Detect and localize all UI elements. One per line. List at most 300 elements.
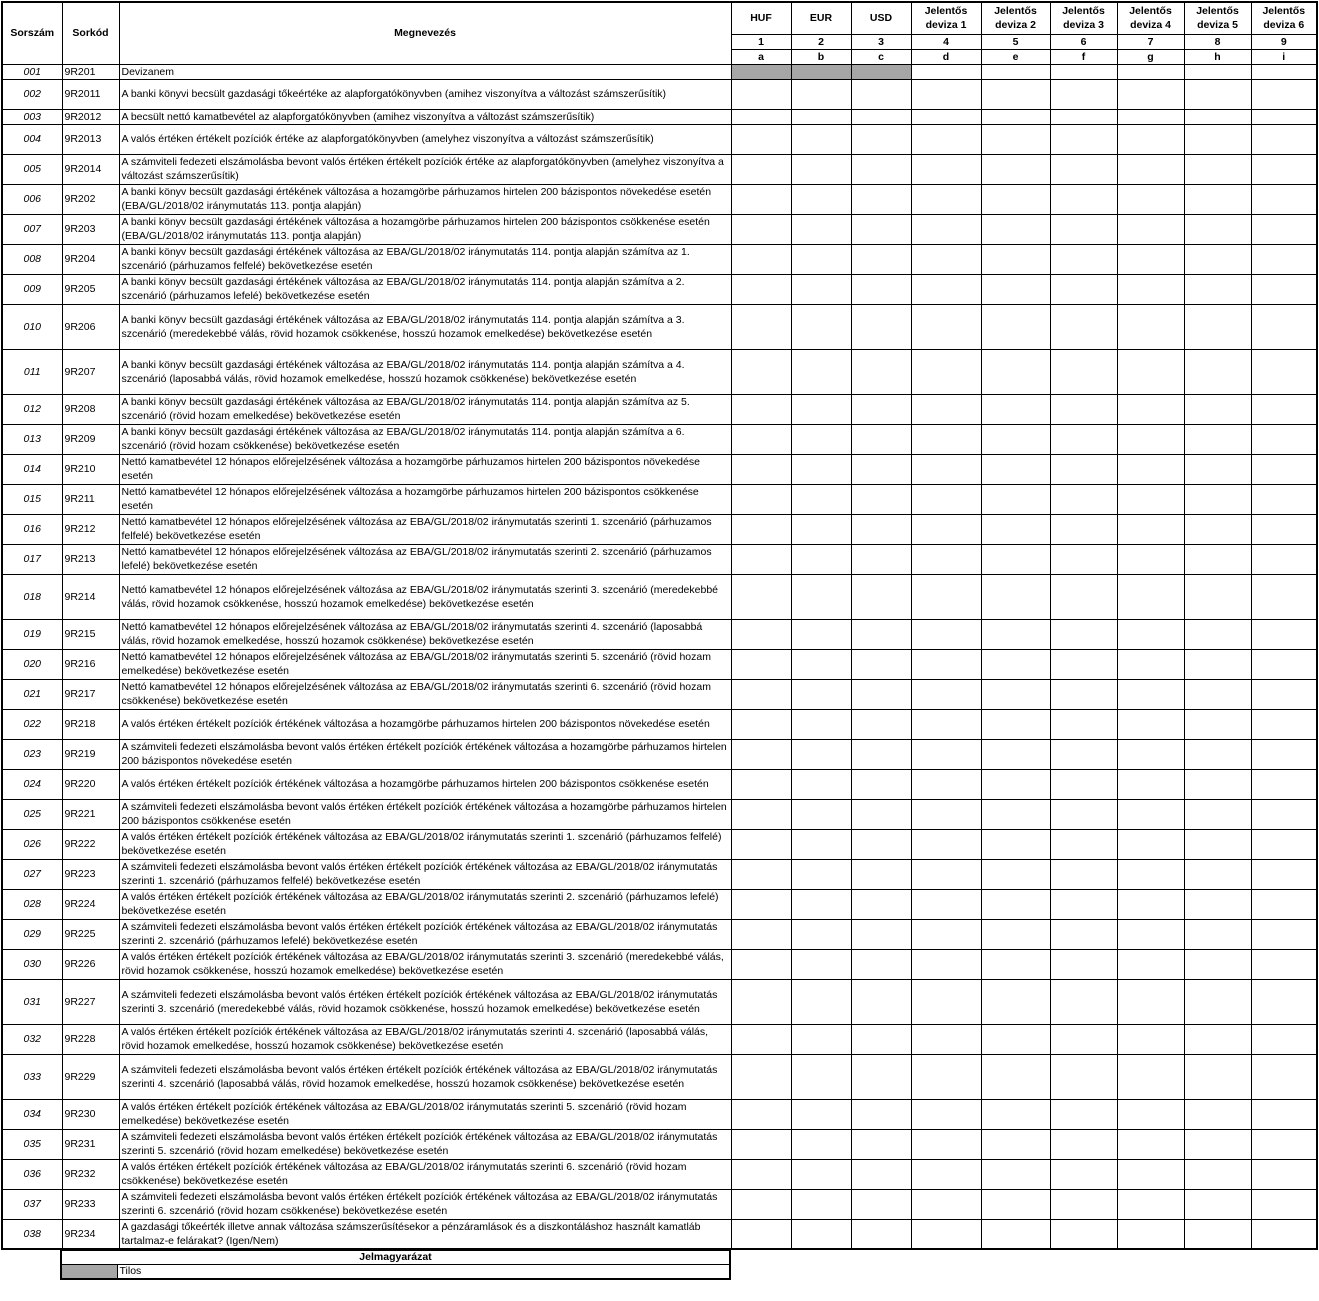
data-cell[interactable] bbox=[1184, 1129, 1251, 1159]
data-cell[interactable] bbox=[911, 274, 981, 304]
data-cell[interactable] bbox=[1117, 619, 1184, 649]
data-cell[interactable] bbox=[1117, 1099, 1184, 1129]
data-cell[interactable] bbox=[851, 889, 911, 919]
data-cell[interactable] bbox=[1251, 919, 1317, 949]
data-cell[interactable] bbox=[1117, 79, 1184, 109]
data-cell[interactable] bbox=[1184, 1099, 1251, 1129]
data-cell[interactable] bbox=[981, 889, 1050, 919]
data-cell[interactable] bbox=[911, 619, 981, 649]
data-cell[interactable] bbox=[791, 1189, 851, 1219]
data-cell[interactable] bbox=[1184, 739, 1251, 769]
data-cell[interactable] bbox=[791, 1219, 851, 1249]
data-cell[interactable] bbox=[1251, 349, 1317, 394]
data-cell[interactable] bbox=[1251, 424, 1317, 454]
data-cell[interactable] bbox=[851, 514, 911, 544]
data-cell[interactable] bbox=[731, 649, 791, 679]
data-cell[interactable] bbox=[1050, 1054, 1117, 1099]
data-cell[interactable] bbox=[731, 679, 791, 709]
data-cell[interactable] bbox=[1251, 829, 1317, 859]
data-cell[interactable] bbox=[1184, 244, 1251, 274]
data-cell[interactable] bbox=[731, 574, 791, 619]
data-cell[interactable] bbox=[981, 79, 1050, 109]
data-cell[interactable] bbox=[731, 214, 791, 244]
data-cell[interactable] bbox=[911, 1054, 981, 1099]
data-cell[interactable] bbox=[791, 769, 851, 799]
data-cell[interactable] bbox=[981, 274, 1050, 304]
data-cell[interactable] bbox=[1184, 769, 1251, 799]
data-cell[interactable] bbox=[981, 859, 1050, 889]
data-cell[interactable] bbox=[1117, 919, 1184, 949]
data-cell[interactable] bbox=[911, 124, 981, 154]
data-cell[interactable] bbox=[731, 1159, 791, 1189]
data-cell[interactable] bbox=[731, 889, 791, 919]
data-cell[interactable] bbox=[851, 274, 911, 304]
data-cell[interactable] bbox=[791, 304, 851, 349]
data-cell[interactable] bbox=[851, 1219, 911, 1249]
data-cell[interactable] bbox=[791, 544, 851, 574]
data-cell[interactable] bbox=[1050, 1024, 1117, 1054]
data-cell[interactable] bbox=[1117, 424, 1184, 454]
data-cell[interactable] bbox=[851, 769, 911, 799]
data-cell[interactable] bbox=[911, 394, 981, 424]
data-cell[interactable] bbox=[1184, 214, 1251, 244]
data-cell[interactable] bbox=[791, 1099, 851, 1129]
data-cell[interactable] bbox=[791, 1159, 851, 1189]
data-cell[interactable] bbox=[1117, 394, 1184, 424]
data-cell[interactable] bbox=[1050, 154, 1117, 184]
data-cell[interactable] bbox=[911, 304, 981, 349]
data-cell[interactable] bbox=[981, 739, 1050, 769]
data-cell[interactable] bbox=[731, 949, 791, 979]
data-cell[interactable] bbox=[1251, 859, 1317, 889]
data-cell[interactable] bbox=[981, 1189, 1050, 1219]
data-cell[interactable] bbox=[1050, 544, 1117, 574]
data-cell[interactable] bbox=[911, 154, 981, 184]
data-cell[interactable] bbox=[1184, 799, 1251, 829]
data-cell[interactable] bbox=[1184, 79, 1251, 109]
data-cell[interactable] bbox=[1117, 649, 1184, 679]
data-cell[interactable] bbox=[911, 739, 981, 769]
data-cell[interactable] bbox=[731, 274, 791, 304]
data-cell[interactable] bbox=[1251, 274, 1317, 304]
data-cell[interactable] bbox=[1050, 214, 1117, 244]
data-cell[interactable] bbox=[1251, 514, 1317, 544]
data-cell[interactable] bbox=[1050, 454, 1117, 484]
data-cell[interactable] bbox=[1117, 1129, 1184, 1159]
data-cell[interactable] bbox=[851, 1189, 911, 1219]
data-cell[interactable] bbox=[851, 394, 911, 424]
data-cell[interactable] bbox=[981, 544, 1050, 574]
data-cell[interactable] bbox=[1184, 829, 1251, 859]
data-cell[interactable] bbox=[1251, 889, 1317, 919]
data-cell[interactable] bbox=[911, 79, 981, 109]
data-cell[interactable] bbox=[1184, 454, 1251, 484]
data-cell[interactable] bbox=[911, 109, 981, 124]
data-cell[interactable] bbox=[911, 1189, 981, 1219]
data-cell[interactable] bbox=[851, 1024, 911, 1054]
data-cell[interactable] bbox=[851, 829, 911, 859]
data-cell[interactable] bbox=[731, 184, 791, 214]
data-cell[interactable] bbox=[981, 574, 1050, 619]
data-cell[interactable] bbox=[851, 214, 911, 244]
data-cell[interactable] bbox=[851, 619, 911, 649]
data-cell[interactable] bbox=[1050, 1159, 1117, 1189]
data-cell[interactable] bbox=[981, 1099, 1050, 1129]
data-cell[interactable] bbox=[791, 1129, 851, 1159]
data-cell[interactable] bbox=[791, 829, 851, 859]
data-cell[interactable] bbox=[791, 454, 851, 484]
data-cell[interactable] bbox=[1050, 1189, 1117, 1219]
data-cell[interactable] bbox=[1117, 1189, 1184, 1219]
data-cell[interactable] bbox=[1117, 514, 1184, 544]
data-cell[interactable] bbox=[851, 919, 911, 949]
data-cell[interactable] bbox=[1050, 394, 1117, 424]
data-cell[interactable] bbox=[791, 424, 851, 454]
data-cell[interactable] bbox=[1251, 244, 1317, 274]
data-cell[interactable] bbox=[1117, 349, 1184, 394]
data-cell[interactable] bbox=[731, 979, 791, 1024]
data-cell[interactable] bbox=[731, 1054, 791, 1099]
data-cell[interactable] bbox=[791, 979, 851, 1024]
data-cell[interactable] bbox=[791, 154, 851, 184]
data-cell[interactable] bbox=[981, 1024, 1050, 1054]
data-cell[interactable] bbox=[1117, 1024, 1184, 1054]
data-cell[interactable] bbox=[911, 184, 981, 214]
data-cell[interactable] bbox=[1050, 649, 1117, 679]
data-cell[interactable] bbox=[851, 1099, 911, 1129]
data-cell[interactable] bbox=[791, 484, 851, 514]
data-cell[interactable] bbox=[1184, 424, 1251, 454]
data-cell[interactable] bbox=[1251, 394, 1317, 424]
data-cell[interactable] bbox=[1117, 64, 1184, 79]
data-cell[interactable] bbox=[1184, 619, 1251, 649]
data-cell[interactable] bbox=[1251, 1099, 1317, 1129]
data-cell[interactable] bbox=[1184, 679, 1251, 709]
data-cell[interactable] bbox=[1117, 709, 1184, 739]
data-cell[interactable] bbox=[1117, 484, 1184, 514]
data-cell[interactable] bbox=[911, 949, 981, 979]
data-cell[interactable] bbox=[851, 709, 911, 739]
data-cell[interactable] bbox=[851, 949, 911, 979]
data-cell[interactable] bbox=[1251, 214, 1317, 244]
data-cell[interactable] bbox=[911, 454, 981, 484]
data-cell[interactable] bbox=[1050, 274, 1117, 304]
data-cell[interactable] bbox=[1251, 79, 1317, 109]
data-cell[interactable] bbox=[731, 304, 791, 349]
data-cell[interactable] bbox=[911, 214, 981, 244]
data-cell[interactable] bbox=[1117, 739, 1184, 769]
data-cell[interactable] bbox=[1184, 1054, 1251, 1099]
data-cell[interactable] bbox=[1117, 769, 1184, 799]
data-cell[interactable] bbox=[731, 1099, 791, 1129]
data-cell[interactable] bbox=[1184, 919, 1251, 949]
data-cell[interactable] bbox=[731, 424, 791, 454]
data-cell[interactable] bbox=[1251, 124, 1317, 154]
data-cell[interactable] bbox=[911, 1024, 981, 1054]
data-cell[interactable] bbox=[1251, 484, 1317, 514]
data-cell[interactable] bbox=[981, 1219, 1050, 1249]
data-cell[interactable] bbox=[791, 889, 851, 919]
data-cell[interactable] bbox=[791, 859, 851, 889]
data-cell[interactable] bbox=[731, 154, 791, 184]
data-cell[interactable] bbox=[1184, 394, 1251, 424]
data-cell[interactable] bbox=[911, 829, 981, 859]
data-cell[interactable] bbox=[851, 244, 911, 274]
data-cell[interactable] bbox=[791, 649, 851, 679]
data-cell[interactable] bbox=[911, 244, 981, 274]
data-cell[interactable] bbox=[851, 1159, 911, 1189]
data-cell[interactable] bbox=[981, 394, 1050, 424]
data-cell[interactable] bbox=[981, 829, 1050, 859]
data-cell[interactable] bbox=[791, 184, 851, 214]
data-cell[interactable] bbox=[1050, 859, 1117, 889]
data-cell[interactable] bbox=[1117, 949, 1184, 979]
data-cell[interactable] bbox=[1251, 64, 1317, 79]
data-cell[interactable] bbox=[1184, 64, 1251, 79]
data-cell[interactable] bbox=[791, 619, 851, 649]
data-cell[interactable] bbox=[731, 799, 791, 829]
data-cell[interactable] bbox=[1251, 1129, 1317, 1159]
data-cell[interactable] bbox=[1050, 769, 1117, 799]
data-cell[interactable] bbox=[1184, 1159, 1251, 1189]
data-cell[interactable] bbox=[981, 244, 1050, 274]
data-cell[interactable] bbox=[731, 1189, 791, 1219]
data-cell[interactable] bbox=[731, 394, 791, 424]
data-cell[interactable] bbox=[731, 919, 791, 949]
data-cell[interactable] bbox=[1050, 424, 1117, 454]
data-cell[interactable] bbox=[1117, 679, 1184, 709]
data-cell[interactable] bbox=[851, 154, 911, 184]
data-cell[interactable] bbox=[731, 454, 791, 484]
data-cell[interactable] bbox=[911, 679, 981, 709]
data-cell[interactable] bbox=[1050, 829, 1117, 859]
data-cell[interactable] bbox=[791, 514, 851, 544]
data-cell[interactable] bbox=[851, 349, 911, 394]
data-cell[interactable] bbox=[791, 79, 851, 109]
data-cell[interactable] bbox=[911, 1219, 981, 1249]
data-cell[interactable] bbox=[1184, 859, 1251, 889]
data-cell[interactable] bbox=[731, 124, 791, 154]
data-cell[interactable] bbox=[731, 1219, 791, 1249]
data-cell[interactable] bbox=[981, 709, 1050, 739]
data-cell[interactable] bbox=[1117, 244, 1184, 274]
data-cell[interactable] bbox=[1050, 889, 1117, 919]
data-cell[interactable] bbox=[1117, 859, 1184, 889]
data-cell[interactable] bbox=[1184, 1024, 1251, 1054]
data-cell[interactable] bbox=[1251, 979, 1317, 1024]
data-cell[interactable] bbox=[1251, 649, 1317, 679]
data-cell[interactable] bbox=[851, 649, 911, 679]
data-cell[interactable] bbox=[851, 1054, 911, 1099]
data-cell[interactable] bbox=[1117, 304, 1184, 349]
data-cell[interactable] bbox=[981, 484, 1050, 514]
data-cell[interactable] bbox=[731, 544, 791, 574]
data-cell[interactable] bbox=[791, 1054, 851, 1099]
data-cell[interactable] bbox=[1184, 154, 1251, 184]
data-cell[interactable] bbox=[1050, 949, 1117, 979]
data-cell[interactable] bbox=[731, 514, 791, 544]
data-cell[interactable] bbox=[981, 424, 1050, 454]
data-cell[interactable] bbox=[1251, 304, 1317, 349]
data-cell[interactable] bbox=[1117, 1054, 1184, 1099]
data-cell[interactable] bbox=[1117, 1159, 1184, 1189]
data-cell[interactable] bbox=[981, 1159, 1050, 1189]
data-cell[interactable] bbox=[851, 109, 911, 124]
data-cell[interactable] bbox=[1050, 979, 1117, 1024]
data-cell[interactable] bbox=[981, 679, 1050, 709]
data-cell[interactable] bbox=[1184, 184, 1251, 214]
data-cell[interactable] bbox=[911, 799, 981, 829]
data-cell[interactable] bbox=[1117, 274, 1184, 304]
data-cell[interactable] bbox=[981, 1054, 1050, 1099]
data-cell[interactable] bbox=[1184, 514, 1251, 544]
data-cell[interactable] bbox=[1184, 484, 1251, 514]
data-cell[interactable] bbox=[1251, 1189, 1317, 1219]
data-cell[interactable] bbox=[1184, 349, 1251, 394]
data-cell[interactable] bbox=[731, 349, 791, 394]
data-cell[interactable] bbox=[1184, 304, 1251, 349]
data-cell[interactable] bbox=[1251, 109, 1317, 124]
data-cell[interactable] bbox=[911, 1099, 981, 1129]
data-cell[interactable] bbox=[981, 154, 1050, 184]
data-cell[interactable] bbox=[1050, 679, 1117, 709]
data-cell[interactable] bbox=[791, 109, 851, 124]
data-cell[interactable] bbox=[1251, 769, 1317, 799]
data-cell[interactable] bbox=[1184, 1219, 1251, 1249]
data-cell[interactable] bbox=[1050, 124, 1117, 154]
data-cell[interactable] bbox=[1251, 799, 1317, 829]
data-cell[interactable] bbox=[851, 79, 911, 109]
data-cell[interactable] bbox=[911, 769, 981, 799]
data-cell[interactable] bbox=[1251, 1054, 1317, 1099]
data-cell[interactable] bbox=[791, 739, 851, 769]
data-cell[interactable] bbox=[1117, 829, 1184, 859]
data-cell[interactable] bbox=[1251, 1024, 1317, 1054]
data-cell[interactable] bbox=[1184, 649, 1251, 679]
data-cell[interactable] bbox=[1050, 799, 1117, 829]
data-cell[interactable] bbox=[731, 79, 791, 109]
data-cell[interactable] bbox=[911, 64, 981, 79]
data-cell[interactable] bbox=[981, 799, 1050, 829]
data-cell[interactable] bbox=[731, 769, 791, 799]
data-cell[interactable] bbox=[1184, 274, 1251, 304]
data-cell[interactable] bbox=[1184, 574, 1251, 619]
data-cell[interactable] bbox=[1050, 514, 1117, 544]
data-cell[interactable] bbox=[911, 919, 981, 949]
data-cell[interactable] bbox=[911, 709, 981, 739]
data-cell[interactable] bbox=[1184, 889, 1251, 919]
data-cell[interactable] bbox=[911, 859, 981, 889]
data-cell[interactable] bbox=[851, 1129, 911, 1159]
data-cell[interactable] bbox=[1117, 544, 1184, 574]
data-cell[interactable] bbox=[1117, 454, 1184, 484]
data-cell[interactable] bbox=[1117, 1219, 1184, 1249]
data-cell[interactable] bbox=[911, 979, 981, 1024]
data-cell[interactable] bbox=[791, 244, 851, 274]
data-cell[interactable] bbox=[981, 919, 1050, 949]
data-cell[interactable] bbox=[981, 769, 1050, 799]
data-cell[interactable] bbox=[731, 709, 791, 739]
data-cell[interactable] bbox=[1117, 124, 1184, 154]
data-cell[interactable] bbox=[1251, 1219, 1317, 1249]
data-cell[interactable] bbox=[731, 1129, 791, 1159]
data-cell[interactable] bbox=[981, 949, 1050, 979]
data-cell[interactable] bbox=[981, 214, 1050, 244]
data-cell[interactable] bbox=[1251, 619, 1317, 649]
data-cell[interactable] bbox=[1184, 124, 1251, 154]
data-cell[interactable] bbox=[981, 649, 1050, 679]
data-cell[interactable] bbox=[1050, 619, 1117, 649]
data-cell[interactable] bbox=[851, 304, 911, 349]
data-cell[interactable] bbox=[1251, 739, 1317, 769]
data-cell[interactable] bbox=[1117, 214, 1184, 244]
data-cell[interactable] bbox=[1117, 979, 1184, 1024]
data-cell[interactable] bbox=[791, 394, 851, 424]
data-cell[interactable] bbox=[1251, 574, 1317, 619]
data-cell[interactable] bbox=[1050, 919, 1117, 949]
data-cell[interactable] bbox=[1117, 889, 1184, 919]
data-cell[interactable] bbox=[791, 574, 851, 619]
data-cell[interactable] bbox=[791, 799, 851, 829]
data-cell[interactable] bbox=[981, 454, 1050, 484]
data-cell[interactable] bbox=[731, 1024, 791, 1054]
data-cell[interactable] bbox=[791, 214, 851, 244]
data-cell[interactable] bbox=[1117, 799, 1184, 829]
data-cell[interactable] bbox=[1184, 109, 1251, 124]
data-cell[interactable] bbox=[851, 979, 911, 1024]
data-cell[interactable] bbox=[911, 424, 981, 454]
data-cell[interactable] bbox=[1184, 949, 1251, 979]
data-cell[interactable] bbox=[911, 514, 981, 544]
data-cell[interactable] bbox=[1050, 109, 1117, 124]
data-cell[interactable] bbox=[1050, 484, 1117, 514]
data-cell[interactable] bbox=[791, 679, 851, 709]
data-cell[interactable] bbox=[911, 1159, 981, 1189]
data-cell[interactable] bbox=[1050, 1129, 1117, 1159]
data-cell[interactable] bbox=[1251, 154, 1317, 184]
data-cell[interactable] bbox=[1251, 1159, 1317, 1189]
data-cell[interactable] bbox=[1251, 454, 1317, 484]
data-cell[interactable] bbox=[911, 649, 981, 679]
data-cell[interactable] bbox=[851, 124, 911, 154]
data-cell[interactable] bbox=[1050, 349, 1117, 394]
data-cell[interactable] bbox=[851, 859, 911, 889]
data-cell[interactable] bbox=[1184, 709, 1251, 739]
data-cell[interactable] bbox=[1050, 304, 1117, 349]
data-cell[interactable] bbox=[981, 109, 1050, 124]
data-cell[interactable] bbox=[981, 349, 1050, 394]
data-cell[interactable] bbox=[1050, 79, 1117, 109]
data-cell[interactable] bbox=[851, 679, 911, 709]
data-cell[interactable] bbox=[1184, 979, 1251, 1024]
data-cell[interactable] bbox=[1117, 574, 1184, 619]
data-cell[interactable] bbox=[731, 109, 791, 124]
data-cell[interactable] bbox=[851, 454, 911, 484]
data-cell[interactable] bbox=[791, 349, 851, 394]
data-cell[interactable] bbox=[791, 949, 851, 979]
data-cell[interactable] bbox=[731, 244, 791, 274]
data-cell[interactable] bbox=[1117, 154, 1184, 184]
data-cell[interactable] bbox=[981, 124, 1050, 154]
data-cell[interactable] bbox=[911, 484, 981, 514]
data-cell[interactable] bbox=[1251, 949, 1317, 979]
data-cell[interactable] bbox=[1251, 544, 1317, 574]
data-cell[interactable] bbox=[1050, 709, 1117, 739]
data-cell[interactable] bbox=[731, 859, 791, 889]
data-cell[interactable] bbox=[731, 829, 791, 859]
data-cell[interactable] bbox=[981, 1129, 1050, 1159]
data-cell[interactable] bbox=[1184, 544, 1251, 574]
